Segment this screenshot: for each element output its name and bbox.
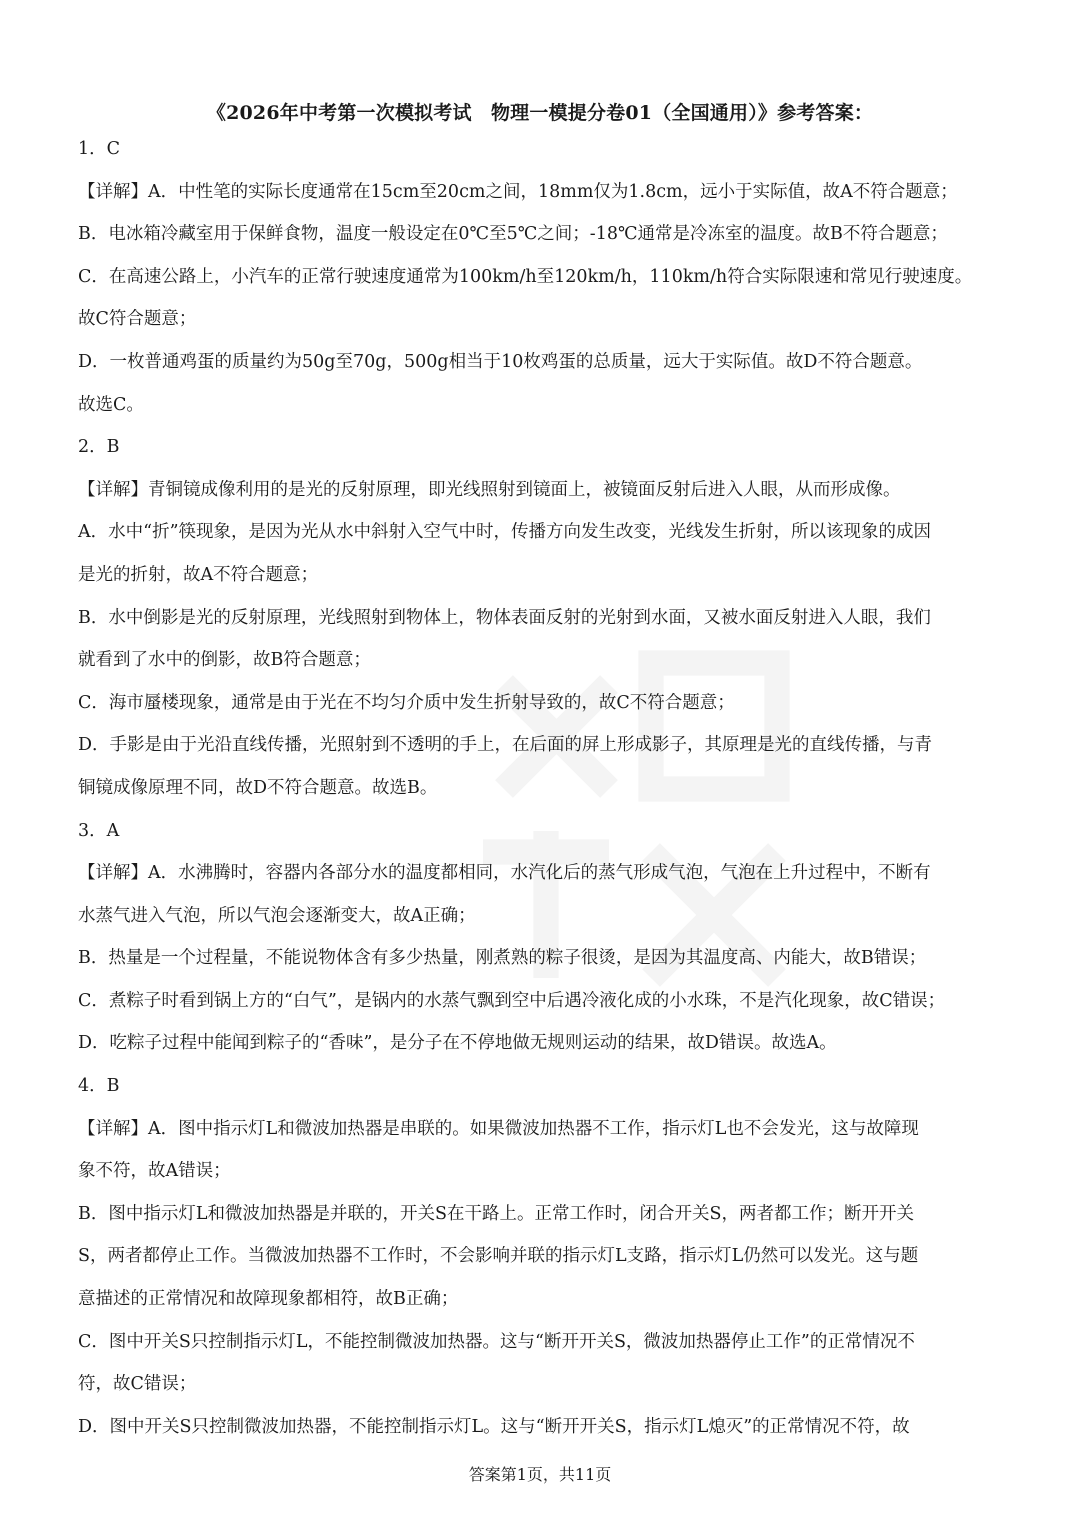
text-line: 铜镜成像原理不同，故D不符合题意。故选B。	[78, 777, 438, 798]
text-line: 【详解】A．中性笔的实际长度通常在15cm至20cm之间，18mm仅为1.8cm，远小于实际值，故A不符合题意；	[78, 181, 958, 202]
text-line: C．在高速公路上，小汽车的正常行驶速度通常为100km/h至120km/h，110km/h符合实际限速和常见行驶速度。	[78, 266, 973, 287]
text-line: C．煮粽子时看到锅上方的“白气”，是锅内的水蒸气飘到空中后遇冷液化成的小水珠，不是汽化现象，故C错误；	[78, 990, 946, 1011]
page-footer: 答案第1页，共11页	[468, 1465, 612, 1484]
text-line: A．水中“折”筷现象，是因为光从水中斜射入空气中时，传播方向发生改变，光线发生折射，所以该现象的成因	[78, 522, 932, 543]
text-line: 是光的折射，故A不符合题意；	[78, 564, 319, 585]
text-line: B．热量是一个过程量，不能说物体含有多少热量，刚煮熟的粽子很烫，是因为其温度高、内能大，故B错误；	[78, 948, 927, 969]
text-line: 故C符合题意；	[78, 309, 197, 330]
answer-number: 4．B	[78, 1076, 120, 1097]
text-line: D．吃粽子过程中能闻到粽子的“香味”，是分子在不停地做无规则运动的结果，故D错误。故选A。	[78, 1033, 837, 1054]
answer-number: 2．B	[78, 437, 120, 458]
text-line: D．手影是由于光沿直线传播，光照射到不透明的手上，在后面的屏上形成影子，其原理是光的直线传播，与青	[78, 735, 933, 756]
text-line: B．图中指示灯L和微波加热器是并联的，开关S在干路上。正常工作时，闭合开关S，两者都工作；断开开关	[78, 1203, 914, 1224]
text-line: C．图中开关S只控制指示灯L，不能控制微波加热器。这与“断开开关S，微波加热器停止工作”的正常情况不	[78, 1331, 915, 1352]
text-line: 意描述的正常情况和故障现象都相符，故B正确；	[78, 1289, 459, 1310]
text-line: S，两者都停止工作。当微波加热器不工作时，不会影响并联的指示灯L支路，指示灯L仍然可以发光。这与题	[78, 1246, 919, 1267]
answer-number: 3．A	[78, 820, 120, 841]
text-line: 【详解】A．图中指示灯L和微波加热器是串联的。如果微波加热器不工作，指示灯L也不会发光，这与故障现	[78, 1118, 919, 1139]
text-line: 象不符，故A错误；	[78, 1161, 231, 1182]
text-line: D．图中开关S只控制微波加热器，不能控制指示灯L。这与“断开开关S，指示灯L熄灭”的正常情况不符，故	[78, 1416, 910, 1437]
text-line: C．海市蜃楼现象，通常是由于光在不均匀介质中发生折射导致的，故C不符合题意；	[78, 692, 735, 713]
text-line: B．水中倒影是光的反射原理，光线照射到物体上，物体表面反射的光射到水面，又被水面反射进入人眼，我们	[78, 607, 931, 628]
text-line: 故选C。	[78, 394, 144, 415]
text-line: D．一枚普通鸡蛋的质量约为50g至70g，500g相当于10枚鸡蛋的总质量，远大于实际值。故D不符合题意。	[78, 351, 923, 372]
text-line: 【详解】青铜镜成像利用的是光的反射原理，即光线照射到镜面上，被镜面反射后进入人眼，从而形成像。	[78, 479, 901, 500]
text-line: 就看到了水中的倒影，故B符合题意；	[78, 650, 371, 671]
text-line: 水蒸气进入气泡，所以气泡会逐渐变大，故A正确；	[78, 905, 476, 926]
answer-number: 1．C	[78, 139, 121, 159]
answer-body	[78, 128, 1018, 1448]
page-title: 《2026年中考第一次模拟考试 物理一模提分卷01（全国通用）》参考答案：	[206, 102, 874, 124]
text-line: 【详解】A．水沸腾时，容器内各部分水的温度都相同，水汽化后的蒸气形成气泡，气泡在上升过程中，不断有	[78, 863, 931, 884]
text-line: 符，故C错误；	[78, 1374, 197, 1395]
text-line: B．电冰箱冷藏室用于保鲜食物，温度一般设定在0℃至5℃之间；-18℃通常是冷冻室的温度。故B不符合题意；	[78, 224, 948, 245]
